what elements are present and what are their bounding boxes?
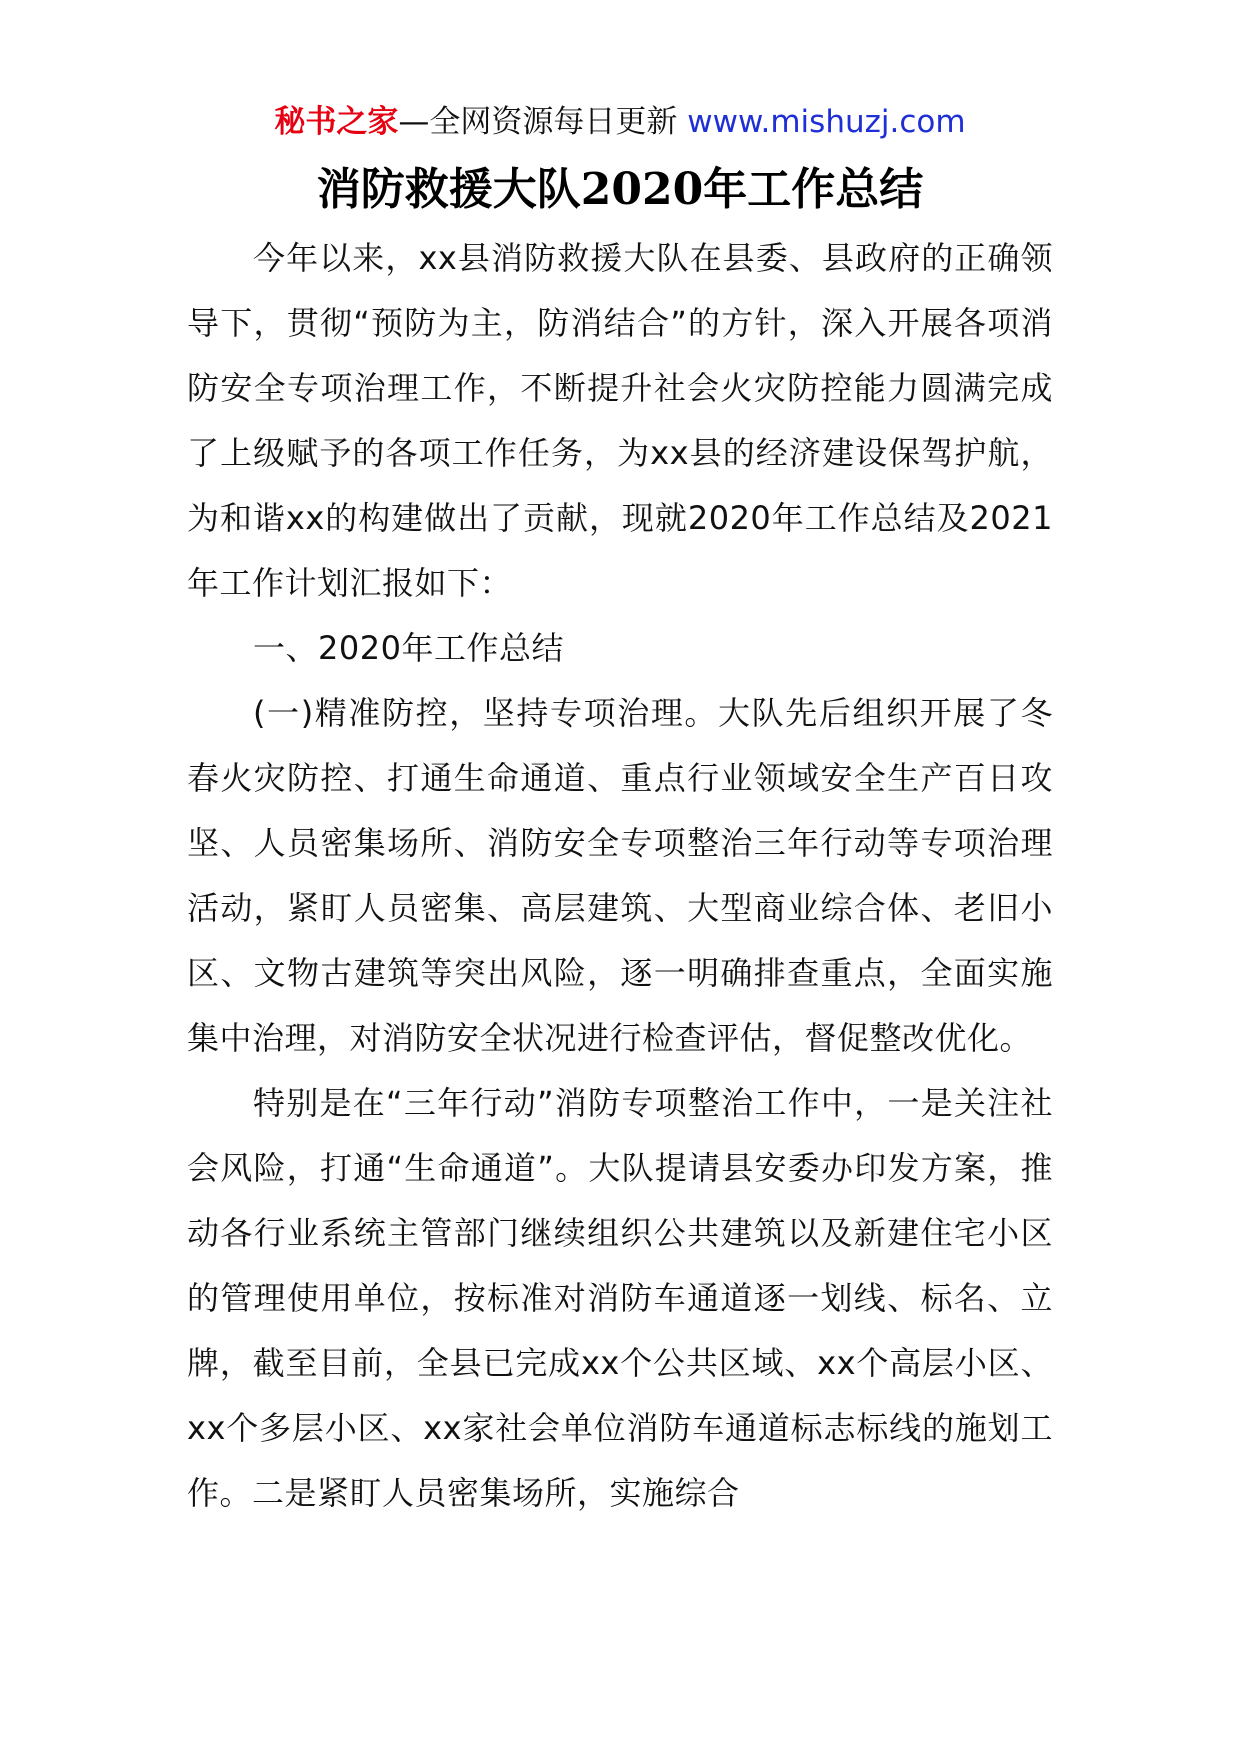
document-title: 消防救援大队2020年工作总结 xyxy=(316,164,924,215)
site-url-link[interactable]: www.mishuzj.com xyxy=(687,104,966,140)
paragraph-three-year-action: 特别是在“三年行动”消防专项整治工作中，一是关注社会风险，打通“生命通道”。大队提请县安委办印发方案，推动各行业系统主管部门继续组织公共建筑以及新建住宅小区的管理使用单位，按标准对消防车通道逐一划线、标名、立牌，截至目前，全县已完成xx个公共区域、xx个高层小区、xx个多层小区、xx家社会单位消防车通道标志标线的施划工作。二是紧盯人员密集场所，实施综合 xyxy=(187,1084,1053,1512)
site-header xyxy=(0,100,1240,144)
document-body xyxy=(187,226,1053,1526)
paragraph-intro: 今年以来，xx县消防救援大队在县委、县政府的正确领导下，贯彻“预防为主，防消结合”的方针，深入开展各项消防安全专项治理工作，不断提升社会火灾防控能力圆满完成了上级赋予的各项工作任务，为xx县的经济建设保驾护航，为和谐xx的构建做出了贡献，现就2020年工作总结及2021年工作计划汇报如下： xyxy=(187,239,1053,602)
paragraph-precise-control: (一)精准防控，坚持专项治理。大队先后组织开展了冬春火灾防控、打通生命通道、重点行业领域安全生产百日攻坚、人员密集场所、消防安全专项整治三年行动等专项治理活动，紧盯人员密集、高层建筑、大型商业综合体、老旧小区、文物古建筑等突出风险，逐一明确排查重点，全面实施集中治理，对消防安全状况进行检查评估，督促整改优化。 xyxy=(187,694,1053,1057)
brand-name: 秘书之家 xyxy=(274,104,399,140)
header-tagline: —全网资源每日更新 xyxy=(398,104,678,140)
section-heading: 一、2020年工作总结 xyxy=(253,629,564,667)
